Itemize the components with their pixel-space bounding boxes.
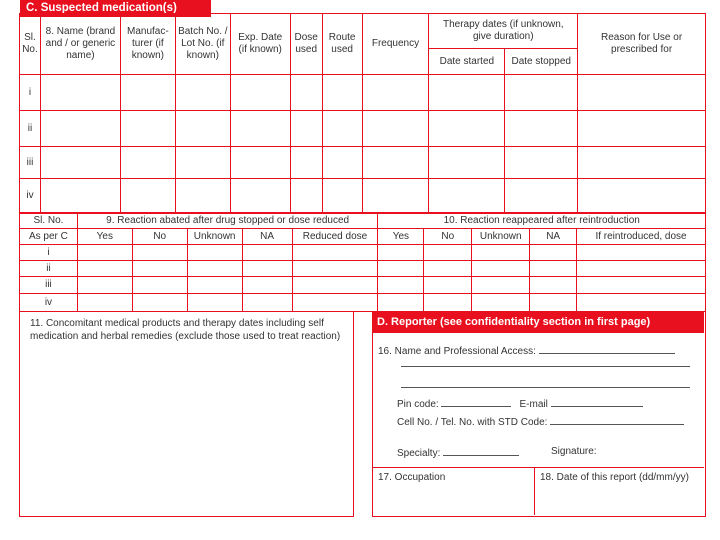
- blank-line: [550, 415, 684, 425]
- row-label: ii: [20, 261, 78, 277]
- cell[interactable]: [505, 75, 578, 111]
- row-label: iii: [20, 147, 41, 179]
- blank-line[interactable]: [401, 387, 690, 388]
- cell[interactable]: [175, 147, 230, 179]
- date-stopped-header: Date stopped: [505, 49, 578, 75]
- cell[interactable]: [290, 75, 322, 111]
- cell[interactable]: [132, 277, 187, 294]
- cell[interactable]: [362, 147, 429, 179]
- route-header: Route used: [322, 14, 362, 75]
- exp-date-header: Exp. Date (if known): [230, 14, 290, 75]
- cell[interactable]: [322, 179, 362, 213]
- cell[interactable]: [175, 75, 230, 111]
- suspected-medication-table: [19, 13, 706, 213]
- dose-header: Dose used: [290, 14, 322, 75]
- cell[interactable]: [290, 111, 322, 147]
- cell[interactable]: [424, 294, 472, 312]
- drug-name-header: 8. Name (brand and / or generic name): [40, 14, 120, 75]
- row-label: iii: [20, 277, 78, 294]
- pin-code-label: Pin code:: [397, 399, 442, 410]
- cell[interactable]: [40, 75, 120, 111]
- cell[interactable]: [577, 294, 706, 312]
- cell[interactable]: [429, 75, 505, 111]
- as-per-c-label: As per C: [20, 229, 78, 245]
- cell[interactable]: [187, 277, 242, 294]
- cell[interactable]: [378, 261, 424, 277]
- q10-option: Unknown: [472, 229, 530, 245]
- cell[interactable]: [530, 261, 577, 277]
- cell[interactable]: [505, 147, 578, 179]
- cell[interactable]: [175, 179, 230, 213]
- cell[interactable]: [132, 294, 187, 312]
- row-label: ii: [20, 111, 41, 147]
- q10-option: Yes: [378, 229, 424, 245]
- cell[interactable]: [120, 111, 175, 147]
- sl-no-header: Sl. No.: [20, 14, 41, 75]
- section-d-header: D. Reporter (see confidentiality section in first page): [373, 312, 704, 333]
- row-label: iv: [20, 294, 78, 312]
- cell[interactable]: [242, 277, 292, 294]
- cell[interactable]: [505, 179, 578, 213]
- cell[interactable]: [322, 75, 362, 111]
- cell[interactable]: [378, 294, 424, 312]
- q9-header: 9. Reaction abated after drug stopped or dose reduced: [77, 214, 378, 229]
- blank-line: [539, 344, 675, 354]
- cell[interactable]: [120, 147, 175, 179]
- cell[interactable]: [77, 245, 132, 261]
- cell[interactable]: [187, 261, 242, 277]
- concomitant-products-box[interactable]: [19, 311, 354, 517]
- batch-no-header: Batch No. / Lot No. (if known): [175, 14, 230, 75]
- cell[interactable]: [40, 147, 120, 179]
- cell[interactable]: [578, 111, 706, 147]
- cell[interactable]: [132, 245, 187, 261]
- blank-line: [551, 397, 643, 407]
- email-label: E-mail: [519, 399, 551, 410]
- cell[interactable]: [77, 261, 132, 277]
- cell[interactable]: [577, 245, 706, 261]
- frequency-header: Frequency: [362, 14, 429, 75]
- cell[interactable]: [530, 245, 577, 261]
- divider: [534, 467, 535, 515]
- row-label: iv: [20, 179, 41, 213]
- name-access-row[interactable]: [378, 344, 675, 359]
- cell[interactable]: [292, 261, 378, 277]
- cell-no-row[interactable]: [397, 415, 684, 430]
- reporter-box: [372, 311, 706, 517]
- q9-option: Yes: [77, 229, 132, 245]
- row-label: i: [20, 75, 41, 111]
- cell[interactable]: [378, 245, 424, 261]
- blank-line: [441, 397, 511, 407]
- cell[interactable]: [362, 111, 429, 147]
- cell[interactable]: [322, 147, 362, 179]
- reaction-sl-header: Sl. No.: [20, 214, 78, 229]
- cell[interactable]: [290, 147, 322, 179]
- q10-header: 10. Reaction reappeared after reintroduction: [378, 214, 706, 229]
- cell[interactable]: [230, 75, 290, 111]
- cell[interactable]: [292, 294, 378, 312]
- q9-option: NA: [242, 229, 292, 245]
- cell[interactable]: [424, 245, 472, 261]
- q9-option: Unknown: [187, 229, 242, 245]
- cell[interactable]: [242, 261, 292, 277]
- date-started-header: Date started: [429, 49, 505, 75]
- name-access-label: 16. Name and Professional Access:: [378, 346, 539, 357]
- blank-line: [443, 446, 519, 456]
- cell[interactable]: [378, 277, 424, 294]
- cell[interactable]: [290, 179, 322, 213]
- cell[interactable]: [242, 245, 292, 261]
- cell[interactable]: [472, 294, 530, 312]
- q10-option: If reintroduced, dose: [577, 229, 706, 245]
- cell[interactable]: [322, 111, 362, 147]
- reason-header: Reason for Use or prescribed for: [578, 14, 706, 75]
- therapy-dates-header: Therapy dates (if unknown, give duration): [429, 14, 578, 49]
- cell[interactable]: [472, 277, 530, 294]
- cell[interactable]: [292, 245, 378, 261]
- cell[interactable]: [120, 75, 175, 111]
- cell[interactable]: [577, 277, 706, 294]
- q9-option: Reduced dose: [292, 229, 378, 245]
- occupation-field[interactable]: [378, 472, 445, 485]
- manufacturer-header: Manufac-turer (if known): [120, 14, 175, 75]
- cell[interactable]: [578, 179, 706, 213]
- cell[interactable]: [242, 294, 292, 312]
- cell[interactable]: [292, 277, 378, 294]
- section-c-header: C. Suspected medication(s): [20, 0, 211, 17]
- cell[interactable]: [429, 179, 505, 213]
- cell[interactable]: [530, 277, 577, 294]
- row-label: i: [20, 245, 78, 261]
- cell[interactable]: [132, 261, 187, 277]
- cell[interactable]: [429, 147, 505, 179]
- cell[interactable]: [120, 179, 175, 213]
- q9-option: No: [132, 229, 187, 245]
- report-date-field[interactable]: [540, 472, 689, 485]
- cell[interactable]: [578, 75, 706, 111]
- occupation-label: 17. Occupation: [378, 472, 446, 483]
- cell[interactable]: [77, 294, 132, 312]
- cell[interactable]: [230, 111, 290, 147]
- cell[interactable]: [424, 261, 472, 277]
- cell[interactable]: [362, 179, 429, 213]
- cell[interactable]: [77, 277, 132, 294]
- divider: [373, 467, 704, 468]
- cell[interactable]: [577, 261, 706, 277]
- cell[interactable]: [40, 179, 120, 213]
- cell[interactable]: [472, 261, 530, 277]
- q10-option: No: [424, 229, 472, 245]
- blank-line[interactable]: [401, 366, 690, 367]
- specialty-row[interactable]: [397, 446, 519, 461]
- cell[interactable]: [187, 245, 242, 261]
- specialty-label: Specialty:: [397, 448, 444, 459]
- cell[interactable]: [578, 147, 706, 179]
- cell-no-label: Cell No. / Tel. No. with STD Code:: [397, 417, 551, 428]
- cell[interactable]: [530, 294, 577, 312]
- cell[interactable]: [230, 179, 290, 213]
- report-date-label: 18. Date of this report (dd/mm/yy): [540, 472, 689, 483]
- pin-email-row[interactable]: [397, 397, 643, 412]
- cell[interactable]: [230, 147, 290, 179]
- signature-label: Signature:: [551, 446, 597, 457]
- cell[interactable]: [187, 294, 242, 312]
- concomitant-label: 11. Concomitant medical products and therapy dates including self medication and herbal remedies (exclude those used to treat reaction): [30, 318, 341, 342]
- reaction-table: [19, 213, 706, 312]
- cell[interactable]: [175, 111, 230, 147]
- cell[interactable]: [429, 111, 505, 147]
- cell[interactable]: [472, 245, 530, 261]
- cell[interactable]: [40, 111, 120, 147]
- q10-option: NA: [530, 229, 577, 245]
- cell[interactable]: [505, 111, 578, 147]
- cell[interactable]: [424, 277, 472, 294]
- cell[interactable]: [362, 75, 429, 111]
